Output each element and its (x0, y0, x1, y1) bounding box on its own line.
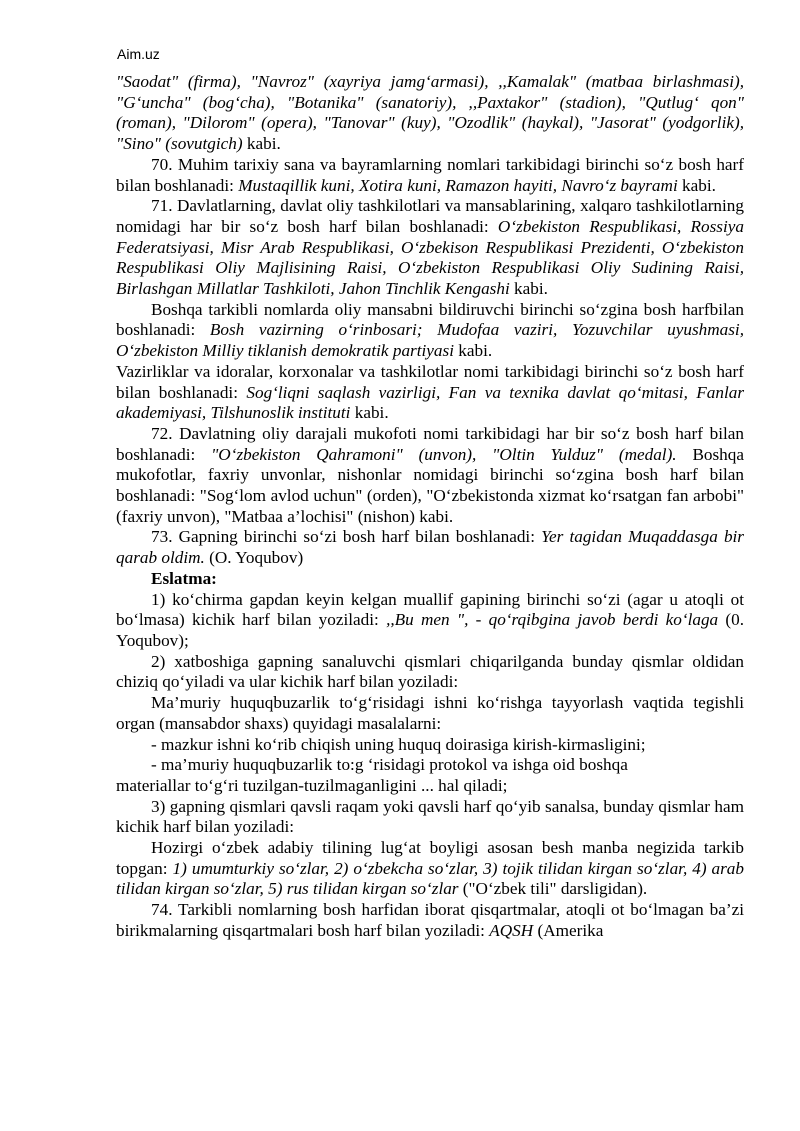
paragraph-72: 72. Davlatning oliy darajali mukofoti nomi tarkibidagi har bir so‘z bosh harf bilan boshlanadi: "O‘zbekiston Qahramoni" (unvon), "Oltin Yulduz" (medal). Boshqa mukofotlar, faxriy unvonlar, nishonlar nomidagi birinchi so‘zgina bosh harf bilan boshlanadi: "Sog‘lom avlod uchun" (orden), "O‘zbekistonda xizmat ko‘rsatgan fan arbobi" (faxriy unvon), "Matbaa a’lochisi" (nishon) kabi. (116, 423, 744, 526)
paragraph-boshqa: Boshqa tarkibli nomlarda oliy mansabni bildiruvchi birinchi so‘zgina bosh harfbilan boshlanadi: Bosh vazirning o‘rinbosari; Mudofaa vaziri, Yozuvchilar uyushmasi, O‘zbekiston Milliy tiklanish demokratik partiyasi kabi. (116, 299, 744, 361)
document-body (116, 72, 744, 942)
note-2-example: Ma’muriy huquqbuzarlik to‘g‘risidagi ishni ko‘rishga tayyorlash vaqtida tegishli organ (mansabdor shaxs) quyidagi masalalarni: (116, 693, 744, 733)
paragraph-71: 71. Davlatlarning, davlat oliy tashkilotlari va mansablarining, xalqaro tashkilotlarning nomidagi har bir so‘z bosh harf bilan boshlanadi: O‘zbekiston Respublikasi, Rossiya Federatsiyasi, Misr Arab Respublikasi, O‘zbekison Respublikasi Prezidenti, O‘zbekiston Respublikasi Oliy Majlisining Raisi, O‘zbekiston Respublikasi Oliy Sudining Raisi, Birlashgan Millatlar Tashkiloti, Jahon Tinchlik Kengashi kabi. (116, 196, 744, 299)
dash-item-2-line-2: materiallar to‘g‘ri tuzilgan-tuzilmaganligini ... hal qiladi; (116, 775, 508, 795)
site-label: Aim.uz (117, 46, 160, 62)
paragraph-vazirliklar: Vazirliklar va idoralar, korxonalar va tashkilotlar nomi tarkibidagi birinchi so‘z bosh harf bilan boshlanadi: Sog‘liqni saqlash vazirligi, Fan va texnika davlat qo‘mitasi, Fanlar akademiyasi, Tilshunoslik instituti kabi. (116, 361, 745, 423)
eslatma-heading: Eslatma: (151, 568, 217, 588)
dash-item-2-line-1: - ma’muriy huquqbuzarlik to:g ‘risidagi protokol va ishga oid boshqa (151, 755, 628, 775)
paragraph-hozirgi: Hozirgi o‘zbek adabiy tilining lug‘at boyligi asosan besh manba negizida tarkib topgan: 1) umumturkiy so‘zlar, 2) o‘zbekcha so‘zlar, 3) tojik tilidan kirgan so‘zlar, 4) arab tilidan kirgan so‘zlar, 5) rus tilidan kirgan so‘zlar ("O‘zbek tili" darsligidan). (116, 838, 744, 899)
paragraph-examples: "Saodat" (firma), "Navroz" (xayriya jamg‘armasi), ,,Kamalak" (matbaa birlashmasi), "G‘uncha" (bog‘cha), "Botanika" (sanatoriy), ,,Paxtakor" (stadion), "Qutlug‘ qon" (roman), "Dilorom" (opera), "Tanovar" (kuy), "Ozodlik" (haykal), "Jasorat" (yodgorlik), "Sino" (sovutgich) kabi. (116, 72, 744, 154)
note-2: 2) xatboshiga gapning sanaluvchi qismlari chiqarilganda bunday qismlar oldidan chiziq qo‘yiladi va ular kichik harf bilan yoziladi: (116, 651, 744, 692)
note-3: 3) gapning qismlari qavsli raqam yoki qavsli harf qo‘yib sanalsa, bunday qismlar ham kichik harf bilan yoziladi: (116, 796, 744, 837)
paragraph-73: 73. Gapning birinchi so‘zi bosh harf bilan boshlanadi: Yer tagidan Muqaddasga bir qarab oldim. (O. Yoqubov) (116, 527, 744, 568)
note-1: 1) ko‘chirma gapdan keyin kelgan muallif gapining birinchi so‘zi (agar u atoqli ot bo‘lmasa) kichik harf bilan yoziladi: ,,Bu men ", - qo‘rqibgina javob berdi ko‘laga (0. Yoqubov); (116, 589, 744, 650)
paragraph-74: 74. Tarkibli nomlarning bosh harfidan iborat qisqartmalar, atoqli ot bo‘lmagan ba’zi birikmalarning qisqartmalari bosh harf bilan yoziladi: AQSH (Amerika (116, 900, 744, 940)
dash-item-1: - mazkur ishni ko‘rib chiqish uning huquq doirasiga kirish-kirmasligini; (151, 734, 646, 754)
paragraph-70: 70. Muhim tarixiy sana va bayramlarning nomlari tarkibidagi birinchi so‘z bosh harf bilan boshlanadi: Mustaqillik kuni, Xotira kuni, Ramazon hayiti, Navro‘z bayrami kabi. (116, 154, 744, 195)
